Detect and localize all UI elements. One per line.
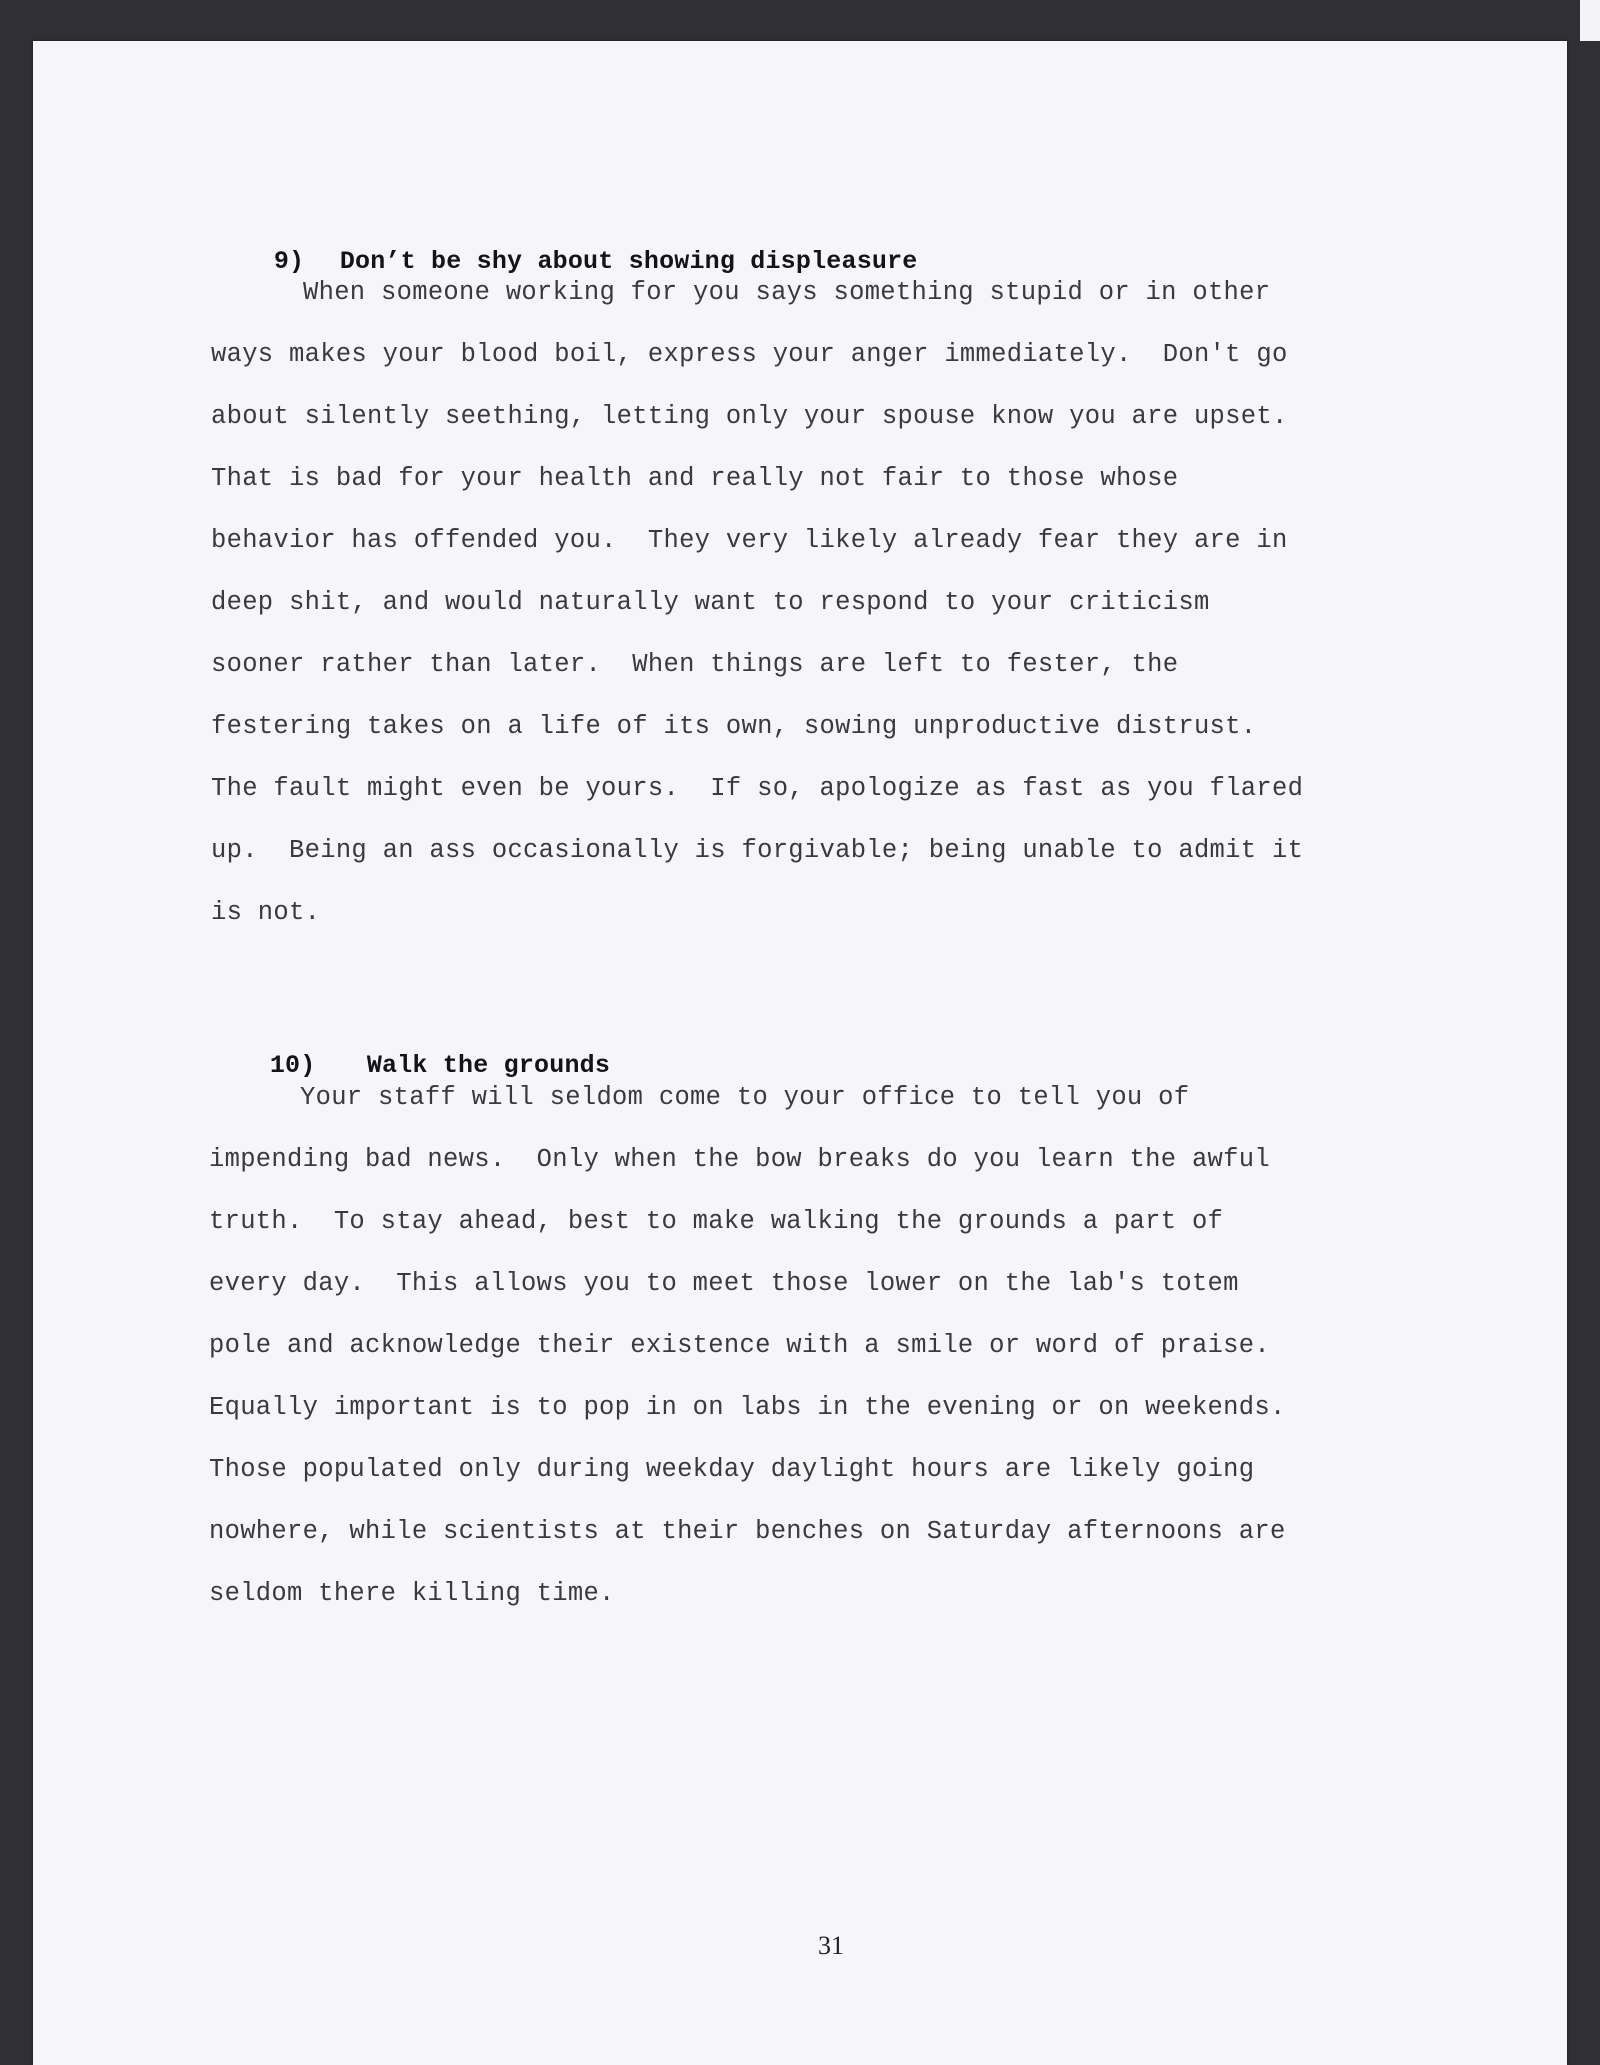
section-9-line: The fault might even be yours. If so, apologize as fast as you flared	[211, 774, 1304, 803]
section-9-line: deep shit, and would naturally want to respond to your criticism	[211, 588, 1210, 617]
paper-edge	[1580, 0, 1600, 41]
section-9-line: When someone working for you says something stupid or in other	[303, 278, 1271, 307]
section-10-line: every day. This allows you to meet those lower on the lab's totem	[209, 1269, 1239, 1298]
section-9-line: is not.	[211, 898, 321, 927]
section-9-line: festering takes on a life of its own, sowing unproductive distrust.	[211, 712, 1257, 741]
section-10-line: nowhere, while scientists at their benches on Saturday afternoons are	[209, 1517, 1286, 1546]
section-9-line: up. Being an ass occasionally is forgivable; being unable to admit it	[211, 836, 1304, 865]
section-10-line: truth. To stay ahead, best to make walking the grounds a part of	[209, 1207, 1224, 1236]
document-page	[33, 41, 1567, 2065]
section-10-line: Your staff will seldom come to your office to tell you of	[300, 1083, 1190, 1112]
section-9-line: about silently seething, letting only your spouse know you are upset.	[211, 402, 1288, 431]
section-10-line: Those populated only during weekday daylight hours are likely going	[209, 1455, 1255, 1484]
section-9-title: Don’t be shy about showing displeasure	[339, 247, 918, 276]
section-9-line: ways makes your blood boil, express your anger immediately. Don't go	[211, 340, 1288, 369]
section-10-line: Equally important is to pop in on labs in the evening or on weekends.	[209, 1393, 1286, 1422]
section-9-line: sooner rather than later. When things are left to fester, the	[211, 650, 1179, 679]
section-10-number: 10)	[269, 1051, 316, 1080]
section-10-line: impending bad news. Only when the bow breaks do you learn the awful	[209, 1145, 1270, 1174]
section-10-title: Walk the grounds	[366, 1051, 611, 1080]
section-9-line: behavior has offended you. They very likely already fear they are in	[211, 526, 1288, 555]
page-number: 31	[818, 1931, 844, 1960]
section-10-line: seldom there killing time.	[209, 1579, 615, 1608]
section-9-line: That is bad for your health and really not fair to those whose	[211, 464, 1179, 493]
section-9-number: 9)	[273, 247, 305, 276]
section-10-line: pole and acknowledge their existence with a smile or word of praise.	[209, 1331, 1270, 1360]
